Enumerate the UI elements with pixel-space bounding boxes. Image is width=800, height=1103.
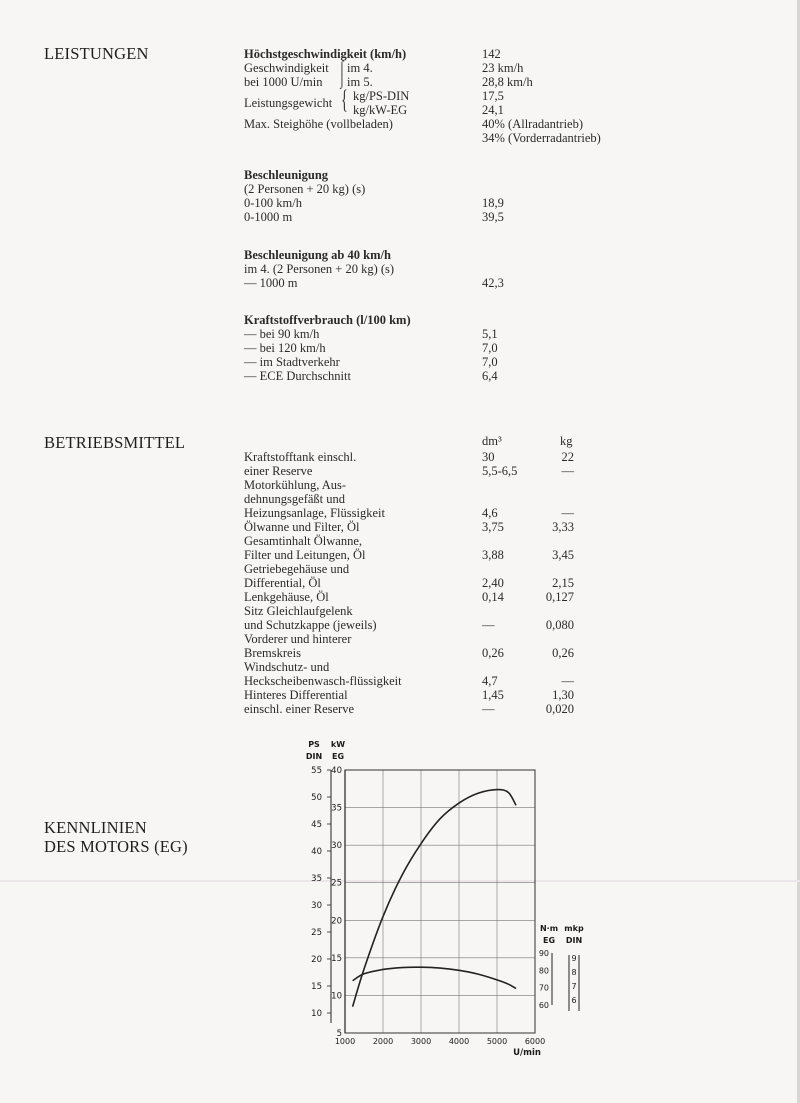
betriebsmittel-row-kg: 22 bbox=[561, 450, 574, 464]
beschl-1000-label: 0-1000 m bbox=[244, 210, 293, 224]
mkp-axis-header: mkp bbox=[564, 924, 584, 933]
section-title-leistungen: LEISTUNGEN bbox=[44, 44, 149, 63]
unit-dm3: dm³ bbox=[482, 434, 502, 448]
betriebsmittel-row-label: Ölwanne und Filter, Öl bbox=[244, 520, 360, 534]
verbrauch-value: 6,4 bbox=[482, 369, 498, 383]
vmax-label: Höchstgeschwindigkeit (km/h) bbox=[244, 47, 407, 61]
betriebsmittel-row-label: dehnungsgefäßt und bbox=[244, 492, 346, 506]
geschw-im4-value: 23 km/h bbox=[482, 61, 524, 75]
betriebsmittel-row-label: einer Reserve bbox=[244, 464, 313, 478]
betriebsmittel-row-dm3: 3,88 bbox=[482, 548, 504, 562]
betriebsmittel-row-kg: — bbox=[561, 464, 574, 478]
betriebsmittel-row-kg: — bbox=[561, 506, 574, 520]
betriebsmittel-row-dm3: 0,14 bbox=[482, 590, 504, 604]
betriebsmittel-row-label: Hinteres Differential bbox=[244, 688, 348, 702]
geschw-im4: im 4. bbox=[347, 61, 373, 75]
kw-tick-label: 40 bbox=[331, 766, 342, 776]
beschleunigung-sub: (2 Personen + 20 kg) (s) bbox=[244, 182, 366, 196]
section-title-kennlinien-1: KENNLINIEN bbox=[44, 818, 147, 837]
kw-axis-header: kW bbox=[330, 740, 346, 749]
section-title-betriebsmittel: BETRIEBSMITTEL bbox=[44, 433, 186, 452]
ps-tick-label: 40 bbox=[311, 847, 322, 857]
verbrauch-value: 7,0 bbox=[482, 355, 498, 369]
geschw-im5-value: 28,8 km/h bbox=[482, 75, 533, 89]
betriebsmittel-row-label: Lenkgehäuse, Öl bbox=[244, 590, 329, 604]
engine-characteristics-chart bbox=[300, 735, 600, 1065]
lg-kw-label: kg/kW-EG bbox=[353, 103, 408, 117]
betriebsmittel-row-dm3: 1,45 bbox=[482, 688, 504, 702]
kw-tick-label: 30 bbox=[331, 841, 342, 852]
ps-axis-header: PS bbox=[308, 740, 320, 749]
betriebsmittel-row-kg: 0,26 bbox=[552, 646, 574, 660]
betriebsmittel-row-dm3: 30 bbox=[482, 450, 495, 464]
betriebsmittel-row-label: Heckscheibenwasch-flüssigkeit bbox=[244, 674, 402, 688]
betriebsmittel-row-kg: 2,15 bbox=[552, 576, 574, 590]
betriebsmittel-row-kg: 0,127 bbox=[545, 590, 574, 604]
ps-tick-label: 45 bbox=[311, 820, 322, 830]
x-tick-label: 1000 bbox=[334, 1037, 356, 1046]
betriebsmittel-row-label: Kraftstofftank einschl. bbox=[244, 450, 357, 464]
betriebsmittel-row-label: und Schutzkappe (jeweils) bbox=[244, 618, 377, 632]
kw-tick-label: 5 bbox=[336, 1029, 342, 1039]
nm-tick-label: 70 bbox=[538, 983, 549, 993]
geschw-im5: im 5. bbox=[347, 75, 373, 89]
geschwindigkeit-label: Geschwindigkeit bbox=[244, 61, 329, 75]
verbrauch-value: 7,0 bbox=[482, 341, 498, 355]
betriebsmittel-row-dm3: — bbox=[482, 618, 495, 632]
betriebsmittel-row-kg: 1,30 bbox=[552, 688, 574, 702]
lg-ps-value: 17,5 bbox=[482, 89, 504, 103]
betriebsmittel-row-dm3: 5,5-6,5 bbox=[482, 464, 518, 478]
x-tick-label: 3000 bbox=[410, 1037, 432, 1046]
ps-axis-header: DIN bbox=[305, 752, 323, 761]
geschw-bei-label: bei 1000 U/min bbox=[244, 75, 323, 89]
kw-tick-label: 35 bbox=[331, 803, 342, 814]
brace-left: ⌠ bbox=[338, 59, 346, 74]
mkp-tick-label: 8 bbox=[571, 968, 577, 977]
ps-tick-label: 55 bbox=[311, 766, 322, 776]
kw-axis-header: EG bbox=[331, 752, 345, 761]
x-tick-label: 6000 bbox=[524, 1037, 546, 1046]
betriebsmittel-row-label: Heizungsanlage, Flüssigkeit bbox=[244, 506, 385, 520]
lg-ps-label: kg/PS-DIN bbox=[353, 89, 410, 103]
x-tick-label: 4000 bbox=[448, 1037, 470, 1046]
steighoehe-value-2: 34% (Vorderradantrieb) bbox=[482, 131, 601, 145]
betriebsmittel-row-dm3: 4,6 bbox=[482, 506, 498, 520]
betriebsmittel-row-label: einschl. einer Reserve bbox=[244, 702, 355, 716]
betriebsmittel-row-label: Gesamtinhalt Ölwanne, bbox=[244, 534, 363, 548]
mkp-tick-label: 9 bbox=[571, 954, 577, 963]
verbrauch-label: — bei 120 km/h bbox=[244, 341, 326, 355]
betriebsmittel-row-dm3: — bbox=[482, 702, 495, 716]
betriebsmittel-row-dm3: 3,75 bbox=[482, 520, 504, 534]
verbrauch-label: — ECE Durchschnitt bbox=[244, 369, 351, 383]
torque-curve-nm bbox=[353, 967, 516, 988]
ps-tick-label: 10 bbox=[311, 1009, 322, 1019]
betriebsmittel-row-label: Windschutz- und bbox=[244, 660, 330, 674]
brace-left-lower: ⌡ bbox=[338, 73, 346, 88]
betriebsmittel-row-label: Vorderer und hinterer bbox=[244, 632, 352, 646]
ps-tick-label: 50 bbox=[311, 793, 322, 803]
betriebsmittel-row-label: Filter und Leitungen, Öl bbox=[244, 548, 366, 562]
betriebsmittel-row-kg: 3,33 bbox=[552, 520, 574, 534]
nm-tick-label: 80 bbox=[538, 966, 549, 976]
power-curve-kw bbox=[353, 790, 516, 1007]
steighoehe-label: Max. Steighöhe (vollbeladen) bbox=[244, 117, 393, 131]
verbrauch-value: 5,1 bbox=[482, 327, 498, 341]
betriebsmittel-row-label: Sitz Gleichlaufgelenk bbox=[244, 604, 353, 618]
betriebsmittel-row-label: Differential, Öl bbox=[244, 576, 321, 590]
chart-grid bbox=[345, 770, 535, 1033]
ps-tick-label: 35 bbox=[311, 874, 322, 884]
mkp-tick-label: 6 bbox=[571, 996, 577, 1005]
mkp-tick-label: 7 bbox=[571, 982, 577, 991]
betriebsmittel-row-kg: 3,45 bbox=[552, 548, 574, 562]
ps-tick-label: 15 bbox=[311, 982, 322, 992]
plot-frame bbox=[345, 770, 535, 1033]
betriebsmittel-row-label: Motorkühlung, Aus- bbox=[244, 478, 347, 492]
beschl-1000-value: 39,5 bbox=[482, 210, 504, 224]
betriebsmittel-row-kg: — bbox=[561, 674, 574, 688]
kw-tick-label: 10 bbox=[331, 991, 342, 1002]
beschleunigung40-title: Beschleunigung ab 40 km/h bbox=[244, 248, 391, 262]
betriebsmittel-row-kg: 0,020 bbox=[545, 702, 574, 716]
kw-tick-label: 20 bbox=[331, 916, 342, 927]
lg-kw-value: 24,1 bbox=[482, 103, 504, 117]
beschleunigung40-sub: im 4. (2 Personen + 20 kg) (s) bbox=[244, 262, 395, 276]
leistungsgewicht-label: Leistungsgewicht bbox=[244, 96, 333, 110]
kw-tick-label: 15 bbox=[331, 953, 342, 964]
beschleunigung40-value: 42,3 bbox=[482, 276, 504, 290]
section-title-kennlinien-2: DES MOTORS (EG) bbox=[44, 837, 188, 856]
verbrauch-title: Kraftstoffverbrauch (l/100 km) bbox=[244, 313, 411, 327]
x-axis-label: U/min bbox=[513, 1048, 541, 1058]
verbrauch-label: — im Stadtverkehr bbox=[244, 355, 340, 369]
verbrauch-label: — bei 90 km/h bbox=[244, 327, 320, 341]
ps-tick-label: 20 bbox=[311, 955, 322, 965]
betriebsmittel-row-kg: 0,080 bbox=[545, 618, 574, 632]
beschl-100-label: 0-100 km/h bbox=[244, 196, 302, 210]
x-tick-label: 2000 bbox=[372, 1037, 394, 1046]
betriebsmittel-row-label: Bremskreis bbox=[244, 646, 301, 660]
beschleunigung-title: Beschleunigung bbox=[244, 168, 329, 182]
steighoehe-value-1: 40% (Allradantrieb) bbox=[482, 117, 584, 131]
x-tick-label: 5000 bbox=[486, 1037, 508, 1046]
betriebsmittel-row-dm3: 4,7 bbox=[482, 674, 498, 688]
kw-tick-label: 25 bbox=[331, 878, 342, 889]
mkp-axis-header: DIN bbox=[565, 936, 583, 945]
nm-tick-label: 90 bbox=[538, 949, 549, 958]
brace-leistungsgewicht: { bbox=[341, 85, 348, 114]
nm-axis-header: EG bbox=[542, 936, 556, 945]
ps-tick-label: 30 bbox=[311, 901, 322, 911]
nm-tick-label: 60 bbox=[538, 1001, 549, 1010]
betriebsmittel-row-dm3: 0,26 bbox=[482, 646, 504, 660]
vmax-value: 142 bbox=[482, 47, 501, 61]
nm-axis-header: N·m bbox=[539, 924, 559, 933]
beschleunigung40-row: — 1000 m bbox=[244, 276, 298, 290]
beschl-100-value: 18,9 bbox=[482, 196, 504, 210]
ps-tick-label: 25 bbox=[311, 928, 322, 938]
betriebsmittel-row-dm3: 2,40 bbox=[482, 576, 504, 590]
unit-kg: kg bbox=[560, 434, 573, 448]
betriebsmittel-row-label: Getriebegehäuse und bbox=[244, 562, 350, 576]
